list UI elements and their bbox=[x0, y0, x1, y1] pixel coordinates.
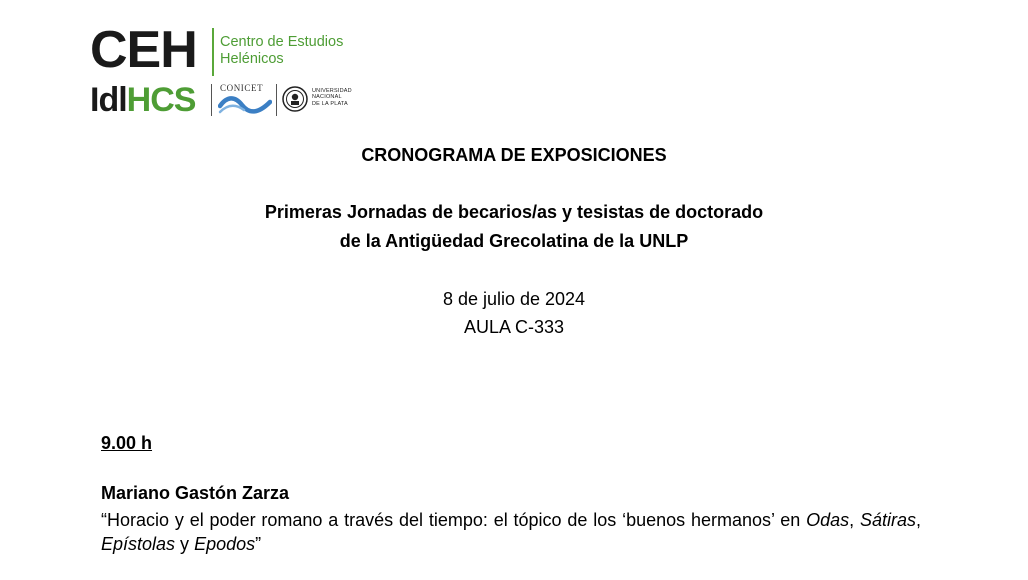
logo-divider bbox=[276, 84, 277, 116]
speaker-name: Mariano Gastón Zarza bbox=[101, 483, 290, 503]
conicet-logo-label: CONICET bbox=[220, 83, 264, 93]
ceh-full-name: Centro de Estudios Helénicos bbox=[220, 34, 344, 67]
conicet-wave-icon bbox=[218, 94, 272, 116]
unlp-seal-icon bbox=[282, 86, 308, 112]
talk-title: “Horacio y el poder romano a través del tiempo: el tópico de los ‘buenos hermanos’ en Odas, Sátiras, Epístolas y Epodos” bbox=[101, 510, 921, 554]
ceh-logo: CEH bbox=[90, 21, 197, 79]
logo-divider bbox=[212, 28, 214, 76]
subtitle-line-1: Primeras Jornadas de becarios/as y tesistas de doctorado bbox=[264, 202, 764, 222]
header-logos bbox=[90, 22, 370, 122]
event-date: 8 de julio de 2024 bbox=[442, 289, 586, 309]
unlp-logo-text: UNIVERSIDAD NACIONAL DE LA PLATA bbox=[312, 88, 352, 107]
document-title: CRONOGRAMA DE EXPOSICIONES bbox=[361, 145, 667, 165]
event-room: AULA C-333 bbox=[463, 317, 565, 337]
subtitle-line-2: de la Antigüedad Grecolatina de la UNLP bbox=[339, 231, 689, 251]
logo-divider bbox=[211, 84, 212, 116]
idihcs-logo: IdlHCS bbox=[90, 81, 196, 119]
schedule-time: 9.00 h bbox=[101, 433, 153, 453]
